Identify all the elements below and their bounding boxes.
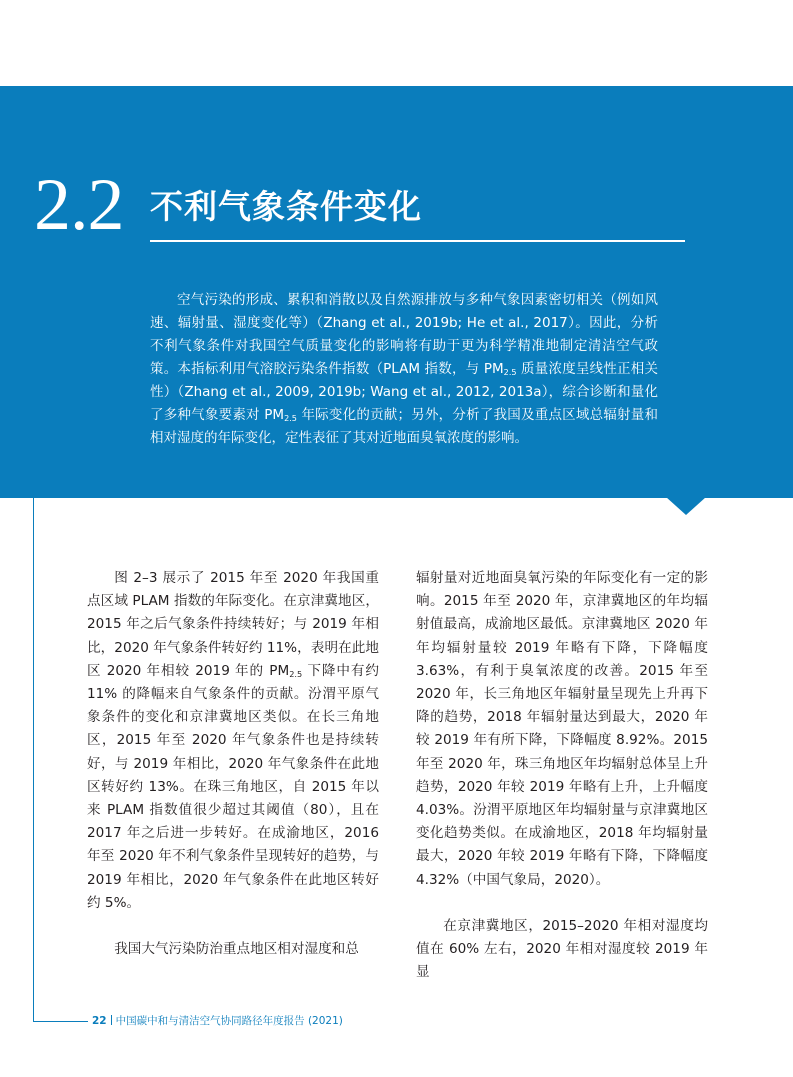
right-paragraph-1: 辐射量对近地面臭氧污染的年际变化有一定的影响。2015 年至 2020 年，京津冀地区的年均辐射值最高，成渝地区最低。京津冀地区 2020 年年均辐射量较 2019 年略有下降，下降幅度 3.63%，有利于臭氧浓度的改善。2015 年至 2020 年，长三角地区年辐射量呈现先上升再下降的趋势，2018 年辐射量达到最大，2020 年较 2019 年有所下降，下降幅度 8.92%。2015 年至 2020 年，珠三角地区年均辐射总体呈上升趋势，2020 年较 2019 年略有上升，上升幅度 4.03%。汾渭平原地区年均辐射量与京津冀地区变化趋势类似。在成渝地区，2018 年均辐射量最大，2020 年较 2019 年略有下降，下降幅度 4.32%（中国气象局，2020）。: [416, 570, 708, 888]
left-p1-text-b: 下降中有约 11% 的降幅来自气象条件的贡献。汾渭平原气象条件的变化和京津冀地区类似。在长三角地区，2015 年至 2020 年气象条件也是持续转好，与 2019 年相比，2020 年气象条件在此地区转好约 13%。在珠三角地区，自 2015 年以来 PLAM 指数值很少超过其阈值（80），且在 2017 年之后进一步转好。在成渝地区，2016 年至 2020 年不利气象条件呈现转好的趋势，与 2019 年相比，2020 年气象条件在此地区转好约 5%。: [87, 662, 379, 911]
left-paragraph-2: 我国大气污染防治重点地区相对湿度和总: [114, 941, 359, 958]
footer-rule: [33, 1021, 88, 1022]
intro-text-3: 年际变化的贡献；另外，分析了我国及重点区域总辐射量和相对湿度的年际变化，定性表征了其对近地面臭氧浓度的影响。: [150, 407, 658, 446]
banner-notch: [666, 497, 706, 515]
left-p1-text-a: 图 2–3 展示了 2015 年至 2020 年我国重点区域 PLAM 指数的年际变化。在京津冀地区，2015 年之后气象条件持续转好；与 2019 年相比，2020 年气象条件转好约 11%，表明在此地区 2020 年相较 2019 年的 PM: [87, 570, 379, 679]
intro-subscript-1: 2.5: [503, 367, 517, 378]
left-p1-subscript: 2.5: [289, 668, 303, 679]
report-title: 中国碳中和与清洁空气协同路径年度报告 (2021): [115, 1015, 343, 1027]
intro-paragraph: [150, 289, 658, 450]
left-paragraph-1: [87, 567, 379, 915]
section-title: 不利气象条件变化: [150, 187, 422, 226]
right-paragraph-2: 在京津冀地区，2015–2020 年相对湿度均值在 60% 左右，2020 年相对湿度较 2019 年显: [416, 917, 708, 981]
page-footer: [92, 1013, 343, 1029]
section-number: 2.2: [34, 164, 124, 246]
left-column: [87, 567, 379, 961]
title-divider: [150, 240, 685, 242]
margin-rule: [33, 498, 34, 1022]
footer-separator: [111, 1015, 112, 1025]
right-column: [416, 567, 708, 984]
intro-text-2: 质量浓度呈线性正相关性）（Zhang et al., 2009, 2019b; Wang et al., 2012, 2013a），综合诊断和量化了多种气象要素对 PM: [150, 361, 658, 423]
intro-subscript-2: 2.5: [284, 413, 297, 424]
intro-text-1: 空气污染的形成、累积和消散以及自然源排放与多种气象因素密切相关（例如风速、辐射量、湿度变化等）（Zhang et al., 2019b; He et al., 2017）。因此，分析不利气象条件对我国空气质量变化的影响将有助于更为科学精准地制定清洁空气政策。本指标利用气溶胶污染条件指数（PLAM 指数，与 PM: [150, 292, 658, 377]
page-number: 22: [92, 1015, 107, 1027]
